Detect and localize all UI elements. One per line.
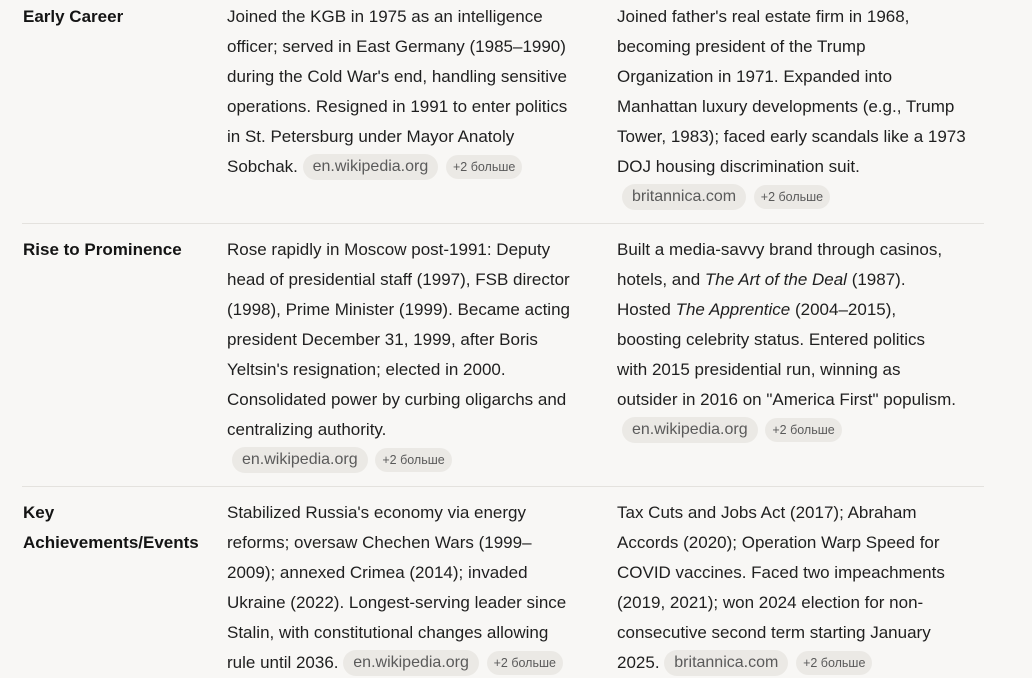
more-sources-chip[interactable]: +2 больше: [446, 155, 522, 179]
source-chip[interactable]: en.wikipedia.org: [303, 154, 439, 180]
cell-trump: Tax Cuts and Jobs Act (2017); Abraham Accords (2020); Operation Warp Speed for COVID vaccines. Faced two impeachments (2019, 2021); won 2024 election for non- consecutive second term starting January 2025. britannica.com +2 больше: [617, 498, 987, 678]
more-sources-chip[interactable]: +2 больше: [375, 448, 451, 472]
source-chip[interactable]: en.wikipedia.org: [343, 650, 479, 676]
more-sources-chip[interactable]: +2 больше: [765, 418, 841, 442]
cell-trump: Built a media-savvy brand through casinos, hotels, and The Art of the Deal (1987). Hosted The Apprentice (2004–2015), boosting celebrity status. Entered politics with 2015 presidential run, winning as outsider in 2016 on "America First" populism. en.wikipedia.org +2 больше: [617, 235, 987, 445]
source-chip[interactable]: en.wikipedia.org: [232, 447, 368, 473]
more-sources-chip[interactable]: +2 больше: [796, 651, 872, 675]
more-sources-chip[interactable]: +2 больше: [487, 651, 563, 675]
source-chip[interactable]: britannica.com: [622, 184, 746, 210]
row-label: Early Career: [23, 7, 124, 26]
comparison-table: [22, 0, 984, 678]
cell-trump: Joined father's real estate firm in 1968, becoming president of the Trump Organization in 1971. Expanded into Manhattan luxury developments (e.g., Trump Tower, 1983); faced early scandals like a 1973 DOJ housing discrimination suit. britannica.com +2 больше: [617, 2, 987, 212]
cell-putin: Joined the KGB in 1975 as an intelligence officer; served in East Germany (1985–1990) during the Cold War's end, handling sensitive operations. Resigned in 1991 to enter politics in St. Petersburg under Mayor Anatoly Sobchak. en.wikipedia.org +2 больше: [227, 2, 599, 182]
cell-putin: Stabilized Russia's economy via energy reforms; oversaw Chechen Wars (1999– 2009); annexed Crimea (2014); invaded Ukraine (2022). Longest-serving leader since Stalin, with constitutional changes allowing rule until 2036. en.wikipedia.org +2 больше: [227, 498, 599, 678]
row-label: Rise to Prominence: [23, 240, 182, 259]
more-sources-chip[interactable]: +2 больше: [754, 185, 830, 209]
table-row: [22, 224, 984, 487]
cell-putin: Rose rapidly in Moscow post-1991: Deputy head of presidential staff (1997), FSB director (1998), Prime Minister (1999). Became acting president December 31, 1999, after Boris Yeltsin's resignation; elected in 2000. Consolidated power by curbing oligarchs and centralizing authority. en.wikipedia.org +2 больше: [227, 235, 599, 475]
source-chip[interactable]: en.wikipedia.org: [622, 417, 758, 443]
table-row: [22, 487, 984, 678]
source-chip[interactable]: britannica.com: [664, 650, 788, 676]
row-label: Key Achievements/Events: [23, 503, 199, 552]
table-row: [22, 0, 984, 224]
